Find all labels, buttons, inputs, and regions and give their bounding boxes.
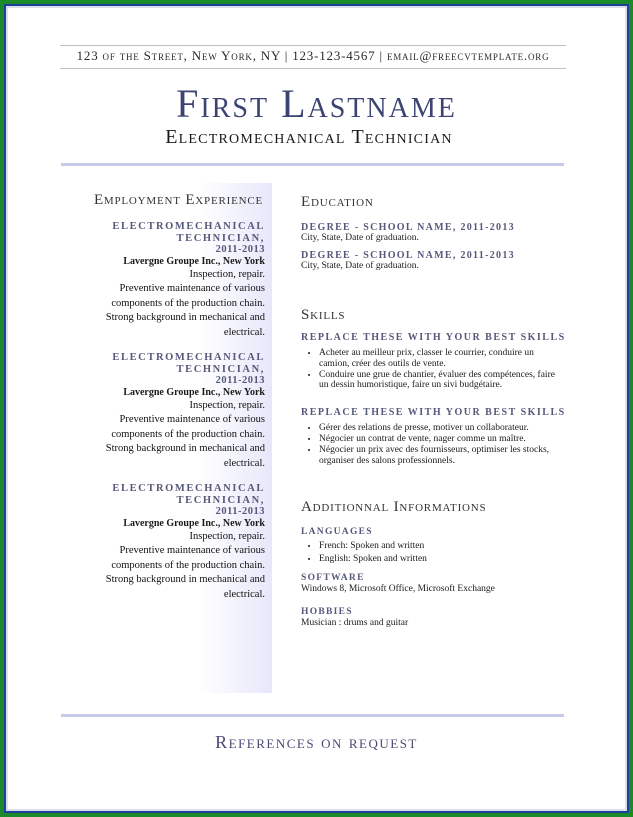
employment-duty: Strong background in mechanical and bbox=[105, 574, 265, 585]
right-column bbox=[301, 194, 566, 629]
footer-rule bbox=[61, 714, 564, 717]
employment-role-line1: ELECTROMECHANICAL bbox=[112, 483, 265, 494]
software-text: Windows 8, Microsoft Office, Microsoft Exchange bbox=[301, 584, 495, 595]
education-degree: DEGREE - SCHOOL NAME, 2011-2013 bbox=[301, 222, 515, 233]
references-footer: References on request bbox=[215, 732, 418, 752]
employment-company: Lavergne Groupe Inc., New York bbox=[123, 386, 265, 398]
header-rule bbox=[61, 163, 564, 166]
skill-item: • Gérer des relations de presse, motiver un collaborateur. bbox=[319, 423, 566, 434]
hobbies-heading: HOBBIES bbox=[301, 607, 353, 618]
employment-entry bbox=[70, 221, 265, 340]
skill-item: • Acheter au meilleur prix, classer le courrier, conduire un camion, créer des outils de vente. bbox=[319, 348, 566, 370]
employment-duty: Inspection, repair. bbox=[189, 399, 265, 411]
education-title: Education bbox=[301, 194, 374, 210]
employment-duty: electrical. bbox=[223, 588, 265, 600]
language-item: • French: Spoken and written bbox=[319, 540, 566, 553]
education-entry bbox=[301, 222, 566, 243]
employment-role-line2: TECHNICIAN, bbox=[176, 363, 265, 375]
software-heading: SOFTWARE bbox=[301, 573, 365, 584]
skills-list bbox=[301, 348, 566, 391]
employment-date: 2011-2013 bbox=[215, 375, 265, 386]
skills-title: Skills bbox=[301, 307, 346, 323]
employment-duty: Preventive maintenance of various bbox=[119, 414, 265, 425]
employment-date: 2011-2013 bbox=[215, 244, 265, 255]
employment-duty: components of the production chain. bbox=[111, 428, 265, 440]
employment-section bbox=[70, 192, 265, 602]
employment-duty: Inspection, repair. bbox=[189, 530, 265, 542]
employment-role-line2: TECHNICIAN, bbox=[176, 232, 265, 244]
contact-bottom-divider bbox=[60, 68, 566, 69]
employment-duty: electrical. bbox=[223, 457, 265, 469]
employment-duty: Inspection, repair. bbox=[189, 268, 265, 280]
skill-item: • Négocier un contrat de vente, nager comme un maître. bbox=[319, 434, 566, 445]
education-entry bbox=[301, 250, 566, 271]
employment-company: Lavergne Groupe Inc., New York bbox=[123, 255, 265, 267]
languages-heading: LANGUAGES bbox=[301, 527, 373, 538]
skills-group-heading: REPLACE THESE WITH YOUR BEST SKILLS bbox=[301, 407, 566, 419]
employment-duty: electrical. bbox=[223, 326, 265, 338]
employment-duty: Strong background in mechanical and bbox=[105, 443, 265, 454]
contact-top-divider bbox=[60, 45, 566, 46]
employment-company: Lavergne Groupe Inc., New York bbox=[123, 517, 265, 529]
employment-duty: Preventive maintenance of various bbox=[119, 545, 265, 556]
skills-list bbox=[301, 423, 566, 466]
hobbies-text: Musician : drums and guitar bbox=[301, 618, 409, 629]
skill-item: • Négocier un prix avec des fournisseurs, optimiser les stocks, organiser des salons professionnels. bbox=[319, 445, 566, 467]
person-name: First Lastname bbox=[176, 81, 457, 126]
employment-duty: Strong background in mechanical and bbox=[105, 312, 265, 323]
skills-group-heading: REPLACE THESE WITH YOUR BEST SKILLS bbox=[301, 332, 566, 343]
contact-line: 123 of the Street, New York, NY | 123-123-4567 | email@freecvtemplate.org bbox=[76, 48, 550, 63]
employment-duty: components of the production chain. bbox=[111, 559, 265, 571]
employment-entry bbox=[70, 483, 265, 602]
employment-title: Employment Experience bbox=[93, 192, 263, 208]
skill-item: • Conduire une grue de chantier, évaluer des compétences, faire un dessin humoristique, faire un sivi budgétaire. bbox=[319, 370, 566, 392]
employment-role-line2: TECHNICIAN, bbox=[176, 494, 265, 506]
education-location: City, State, Date of graduation. bbox=[301, 233, 419, 243]
employment-role-line1: ELECTROMECHANICAL bbox=[112, 352, 265, 363]
employment-entry bbox=[70, 352, 265, 471]
employment-role-line1: ELECTROMECHANICAL bbox=[112, 221, 265, 232]
languages-list bbox=[301, 540, 566, 566]
education-location: City, State, Date of graduation. bbox=[301, 261, 419, 271]
employment-duty: Preventive maintenance of various bbox=[119, 283, 265, 294]
employment-duty: components of the production chain. bbox=[111, 297, 265, 309]
person-job-title: Electromechanical Technician bbox=[165, 126, 453, 148]
education-degree: DEGREE - SCHOOL NAME, 2011-2013 bbox=[301, 250, 515, 261]
employment-date: 2011-2013 bbox=[215, 506, 265, 517]
language-item: • English: Spoken and written bbox=[319, 553, 566, 566]
additional-title: Additionnal Informations bbox=[301, 499, 487, 516]
